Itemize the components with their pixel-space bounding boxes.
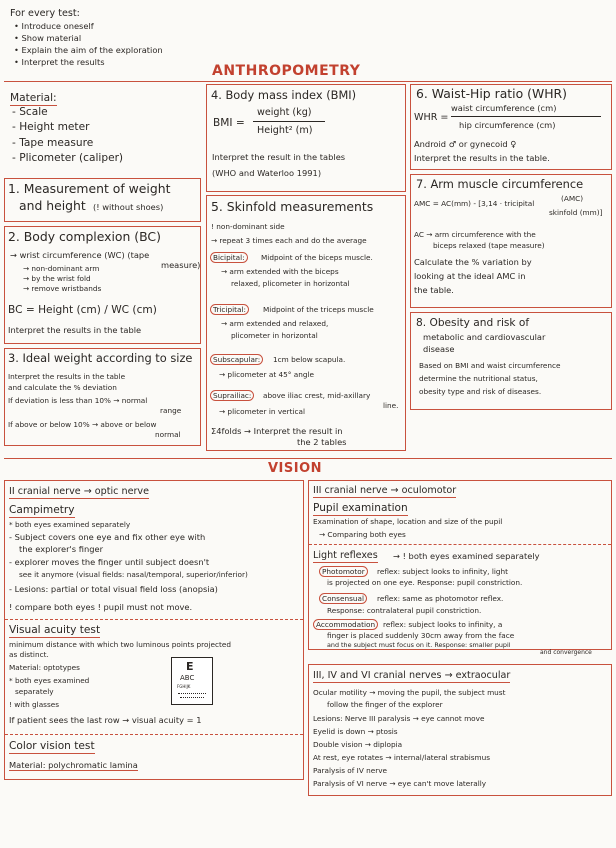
photomotor-text-2: is projected on one eye. Response: pupil constriction. xyxy=(327,578,523,587)
extraocular-line: Double vision → diplopia xyxy=(313,740,403,749)
extraocular-line: follow the finger of the explorer xyxy=(327,700,443,709)
whr-lhs: WHR = xyxy=(414,112,449,123)
bmi-line: (WHO and Waterloo 1991) xyxy=(212,168,322,178)
amc-box xyxy=(410,174,612,308)
intro-title: For every test: xyxy=(10,8,80,19)
bmi-line: Interpret the result in the tables xyxy=(212,152,346,162)
dashed-divider xyxy=(5,734,303,735)
optic-line: - Lesions: partial or total visual field loss (anopsia) xyxy=(9,584,218,594)
skinfold-sum-2: the 2 tables xyxy=(297,437,347,447)
weight-height-note: (! without shoes) xyxy=(93,202,164,212)
amc-formula-3: (AMC) xyxy=(561,194,584,203)
skinfold-line: ! non-dominant side xyxy=(211,222,285,231)
ideal-weight-box xyxy=(4,348,201,446)
intro-item: • Interpret the results xyxy=(14,57,105,67)
bicipital-sub: relaxed, plicometer in horizontal xyxy=(231,279,350,288)
skinfold-sum: Σ4folds → Interpret the result in xyxy=(211,426,343,436)
bc-line: → by the wrist fold xyxy=(23,274,91,283)
pupil-title: Pupil examination xyxy=(313,502,408,514)
fraction-bar xyxy=(451,116,601,117)
extraocular-line: Lesions: Nerve III paralysis → eye cannot move xyxy=(313,714,485,723)
chart-row-dots xyxy=(178,693,206,694)
obesity-title-2: metabolic and cardiovascular xyxy=(423,332,546,342)
suprailiac-text: above iliac crest, mid-axillary xyxy=(263,391,371,400)
chart-row: ABC xyxy=(180,674,195,682)
consensual-text-2: Response: contralateral pupil constriction. xyxy=(327,606,482,615)
bicipital-text: Midpoint of the biceps muscle. xyxy=(261,253,373,262)
bc-line: → wrist circumference (WC) (tape xyxy=(10,250,150,260)
intro-item: • Introduce oneself xyxy=(14,21,94,31)
consensual-label xyxy=(319,595,367,602)
consensual-term: Consensual xyxy=(319,593,367,604)
bmi-title: 4. Body mass index (BMI) xyxy=(211,88,357,102)
suprailiac-text-2: line. xyxy=(383,401,399,410)
bmi-box xyxy=(206,84,406,192)
bicipital-term: Bicipital: xyxy=(210,252,248,263)
divider xyxy=(4,81,612,82)
pupil-line: → Comparing both eyes xyxy=(319,530,406,539)
extraocular-line: Eyelid is down → ptosis xyxy=(313,727,398,736)
bmi-lhs: BMI = xyxy=(213,117,245,129)
extraocular-title: III, IV and VI cranial nerves → extraocular xyxy=(313,670,511,681)
amc-title: 7. Arm muscle circumference xyxy=(416,177,584,191)
accommodation-text: reflex: subject looks to infinity, a xyxy=(383,620,503,629)
fraction-bar xyxy=(253,121,325,122)
tricipital-term: Tricipital: xyxy=(210,304,249,315)
whr-title: 6. Waist-Hip ratio (WHR) xyxy=(416,86,567,101)
iw-line: and calculate the % deviation xyxy=(8,383,117,392)
obesity-box xyxy=(410,312,612,410)
accommodation-text-3: and the subject must focus on it. Response: smaller pupil xyxy=(327,641,511,649)
skinfold-box xyxy=(206,195,406,451)
vision-left-box xyxy=(4,480,304,780)
amc-line: AC → arm circumference with the xyxy=(414,230,536,239)
whr-box xyxy=(410,84,612,170)
bc-line: → non-dominant arm xyxy=(23,264,100,273)
bmi-denominator: Height² (m) xyxy=(257,125,313,136)
color-material: Material: polychromatic lamina xyxy=(9,760,138,770)
dashed-divider xyxy=(5,619,303,620)
color-title: Color vision test xyxy=(9,740,95,752)
optic-line: - explorer moves the finger until subject doesn't xyxy=(9,557,210,567)
consensual-text: reflex: same as photomotor reflex. xyxy=(377,594,504,603)
intro-item: • Show material xyxy=(14,33,82,43)
obesity-title-3: disease xyxy=(423,344,455,354)
vision-heading: VISION xyxy=(268,461,323,476)
photomotor-text: reflex: subject looks to infinity, light xyxy=(377,567,508,576)
iw-line: Interpret the results in the table xyxy=(8,372,126,381)
optic-title: II cranial nerve → optic nerve xyxy=(9,486,150,497)
extraocular-line: Ocular motility → moving the pupil, the subject must xyxy=(313,688,506,697)
anthropometry-heading: ANTHROPOMETRY xyxy=(212,63,361,79)
accommodation-text-2: finger is placed suddenly 30cm away from the face xyxy=(327,631,515,640)
bicipital-label xyxy=(210,254,248,261)
whr-denominator: hip circumference (cm) xyxy=(459,120,556,130)
weight-height-title-2: and height xyxy=(19,198,86,213)
bc-line: → remove wristbands xyxy=(23,284,102,293)
suprailiac-label xyxy=(210,392,254,399)
chart-letter: E xyxy=(186,660,194,673)
bc-formula: BC = Height (cm) / WC (cm) xyxy=(8,304,157,316)
campimetry-title: Campimetry xyxy=(9,504,75,516)
iw-line: normal xyxy=(155,430,181,439)
material-item: - Height meter xyxy=(12,121,90,133)
optic-line: the explorer's finger xyxy=(19,544,104,554)
amc-line: Calculate the % variation by xyxy=(414,257,532,267)
bc-line: measure) xyxy=(161,260,201,270)
accommodation-term: Accommodation xyxy=(313,619,378,630)
weight-height-box xyxy=(4,178,201,222)
acuity-line: Material: optotypes xyxy=(9,663,80,672)
dashed-divider xyxy=(309,544,611,545)
extraocular-line: Paralysis of IV nerve xyxy=(313,766,388,775)
acuity-line: ! with glasses xyxy=(9,700,60,709)
acuity-line: * both eyes examined xyxy=(9,676,90,685)
bmi-numerator: weight (kg) xyxy=(257,107,312,118)
iw-line: If deviation is less than 10% → normal xyxy=(8,396,148,405)
bc-interpret: Interpret the results in the table xyxy=(8,325,142,335)
acuity-line: If patient sees the last row → visual acuity = 1 xyxy=(9,715,202,725)
iw-line: range xyxy=(160,406,182,415)
optic-line: see it anymore (visual fields: nasal/temporal, superior/inferior) xyxy=(19,570,248,579)
subscapular-term: Subscapular: xyxy=(210,354,263,365)
photomotor-term: Photomotor xyxy=(319,566,368,577)
pupil-line: Examination of shape, location and size of the pupil xyxy=(313,517,503,526)
obesity-line: Based on BMI and waist circumference xyxy=(419,361,561,370)
chart-row-dots xyxy=(180,697,204,698)
suprailiac-sub: → plicometer in vertical xyxy=(219,407,306,416)
divider xyxy=(4,458,612,459)
amc-line: the table. xyxy=(414,285,454,295)
accommodation-label xyxy=(313,621,378,628)
material-item: - Tape measure xyxy=(12,137,94,149)
whr-numerator: waist circumference (cm) xyxy=(451,103,557,113)
intro-item: • Explain the aim of the exploration xyxy=(14,45,163,55)
skinfold-title: 5. Skinfold measurements xyxy=(211,199,374,214)
material-title: Material: xyxy=(10,92,57,104)
tricipital-label xyxy=(210,306,249,313)
optic-line: * both eyes examined separately xyxy=(9,520,131,529)
subscapular-label xyxy=(210,356,263,363)
amc-line: biceps relaxed (tape measure) xyxy=(433,241,545,250)
skinfold-line: → repeat 3 times each and do the average xyxy=(211,236,367,245)
iw-line: If above or below 10% → above or below xyxy=(8,420,157,429)
subscapular-sub: → plicometer at 45° angle xyxy=(219,370,315,379)
weight-height-title: 1. Measurement of weight xyxy=(8,181,171,196)
chart-row: FGHIJK xyxy=(177,684,191,689)
suprailiac-term: Suprailiac: xyxy=(210,390,254,401)
bicipital-sub: → arm extended with the biceps xyxy=(221,267,339,276)
acuity-title: Visual acuity test xyxy=(9,624,101,636)
body-complexion-title: 2. Body complexion (BC) xyxy=(8,229,161,244)
amc-formula-2: skinfold (mm)] xyxy=(549,208,603,217)
ideal-weight-title: 3. Ideal weight according to size xyxy=(8,351,193,365)
amc-formula: AMC = AC(mm) - [3,14 · tricipital xyxy=(414,199,535,208)
subscapular-text: 1cm below scapula. xyxy=(273,355,346,364)
whr-line: Android ♂ or gynecoid ♀ xyxy=(414,139,517,149)
obesity-line: obesity type and risk of diseases. xyxy=(419,387,542,396)
acuity-line: separately xyxy=(15,687,54,696)
material-item: - Plicometer (caliper) xyxy=(12,152,124,164)
material-item: - Scale xyxy=(12,106,48,118)
extraocular-line: At rest, eye rotates → internal/lateral strabismus xyxy=(313,753,491,762)
tricipital-text: Midpoint of the triceps muscle xyxy=(263,305,374,314)
optic-line: ! compare both eyes ! pupil must not move. xyxy=(9,602,193,612)
accommodation-text-4: and convergence xyxy=(540,649,592,656)
snellen-chart-icon xyxy=(171,657,213,705)
extraocular-line: Paralysis of VI nerve → eye can't move laterally xyxy=(313,779,487,788)
light-reflex-title: Light reflexes xyxy=(313,550,378,561)
light-reflex-note: → ! both eyes examined separately xyxy=(393,551,540,561)
acuity-line: as distinct. xyxy=(9,650,49,659)
amc-line: looking at the ideal AMC in xyxy=(414,271,526,281)
tricipital-sub: → arm extended and relaxed, xyxy=(221,319,329,328)
acuity-line: minimum distance with which two luminous points projected xyxy=(9,640,231,649)
obesity-line: determine the nutritional status, xyxy=(419,374,538,383)
optic-line: - Subject covers one eye and fix other eye with xyxy=(9,532,206,542)
body-complexion-box xyxy=(4,226,201,344)
obesity-title: 8. Obesity and risk of xyxy=(416,317,530,329)
extraocular-box xyxy=(308,664,612,796)
photomotor-label xyxy=(319,568,368,575)
tricipital-sub: plicometer in horizontal xyxy=(231,331,318,340)
oculomotor-title: III cranial nerve → oculomotor xyxy=(313,485,457,496)
whr-line: Interpret the results in the table. xyxy=(414,153,550,163)
oculomotor-box xyxy=(308,480,612,650)
